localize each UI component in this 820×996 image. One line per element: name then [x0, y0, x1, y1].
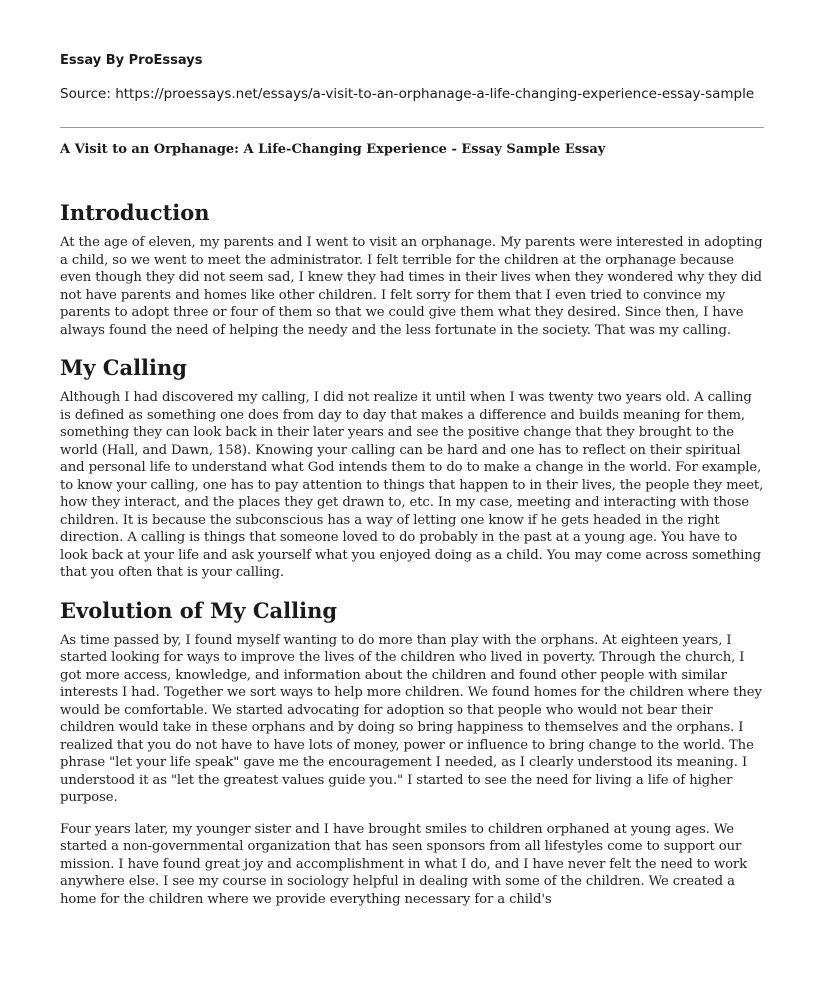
essay-title: A Visit to an Orphanage: A Life-Changing Experience - Essay Sample Essay [60, 142, 606, 157]
paragraph: Although I had discovered my calling, I did not realize it until when I was twenty two years old. A calling is defined as something one does from day to day that makes a difference and builds meaning for them, something they can look back in their later years and see the positive change that they brought to the world (Hall, and Dawn, 158). Knowing your calling can be hard and one has to reflect on their spiritual and personal life to understand what God intends them to do to make a change in the world. For example, to know your calling, one has to pay attention to things that happen to in their lives, the people they meet, how they interact, and the places they get drawn to, etc. In my case, meeting and interacting with those children. It is because the subconscious has a way of letting one know if he gets headed in the right direction. A calling is things that someone loved to do probably in the past at a young age. You have to look back at your life and ask yourself what you enjoyed doing as a child. You may come across something that you often that is your calling. [60, 390, 764, 580]
section-heading-evolution: Evolution of My Calling [60, 597, 338, 623]
essay-publisher-title: Essay By ProEssays [60, 53, 203, 68]
header-divider [60, 127, 764, 128]
section-heading-introduction: Introduction [60, 200, 210, 225]
section-heading-my-calling: My Calling [60, 355, 187, 380]
paragraph: As time passed by, I found myself wanting to do more than play with the orphans. At eighteen years, I started looking for ways to improve the lives of the children who lived in poverty. Through the church, I got more access, knowledge, and information about the children and found other people with similar interests I had. Together we sort ways to help more children. We found homes for the children where they would be comfortable. We started advocating for adoption so that people who would not bear their children would take in these orphans and by doing so bring happiness to themselves and the orphans. I realized that you do not have to have lots of money, power or influence to bring change to the world. The phrase "let your life speak" gave me the encouragement I needed, as I clearly understood its meaning. I understood it as "let the greatest values guide you." I started to see the need for living a life of higher purpose. [60, 632, 762, 805]
paragraph: At the age of eleven, my parents and I went to visit an orphanage. My parents were interested in adopting a child, so we went to meet the administrator. I felt terrible for the children at the orphanage because even though they did not seem sad, I knew they had times in their lives when they wondered why they did not have parents and homes like other children. I felt sorry for them that I even tried to convince my parents to adopt three or four of them so that we could give them what they desired. Since then, I have always found the need of helping the needy and the less fortunate in the society. That was my calling. [60, 235, 763, 338]
paragraph: Four years later, my younger sister and I have brought smiles to children orphaned at young ages. We started a non-governmental organization that has seen sponsors from all lifestyles come to support our mission. I have found great joy and accomplishment in what I do, and I have never felt the need to work anywhere else. I see my course in sociology helpful in dealing with some of the children. We created a home for the children where we provide everything necessary for a child's [60, 821, 748, 907]
essay-source-url: Source: https://proessays.net/essays/a-visit-to-an-orphanage-a-life-changing-experience-essay-sample [60, 86, 755, 102]
essay-body [60, 198, 764, 922]
